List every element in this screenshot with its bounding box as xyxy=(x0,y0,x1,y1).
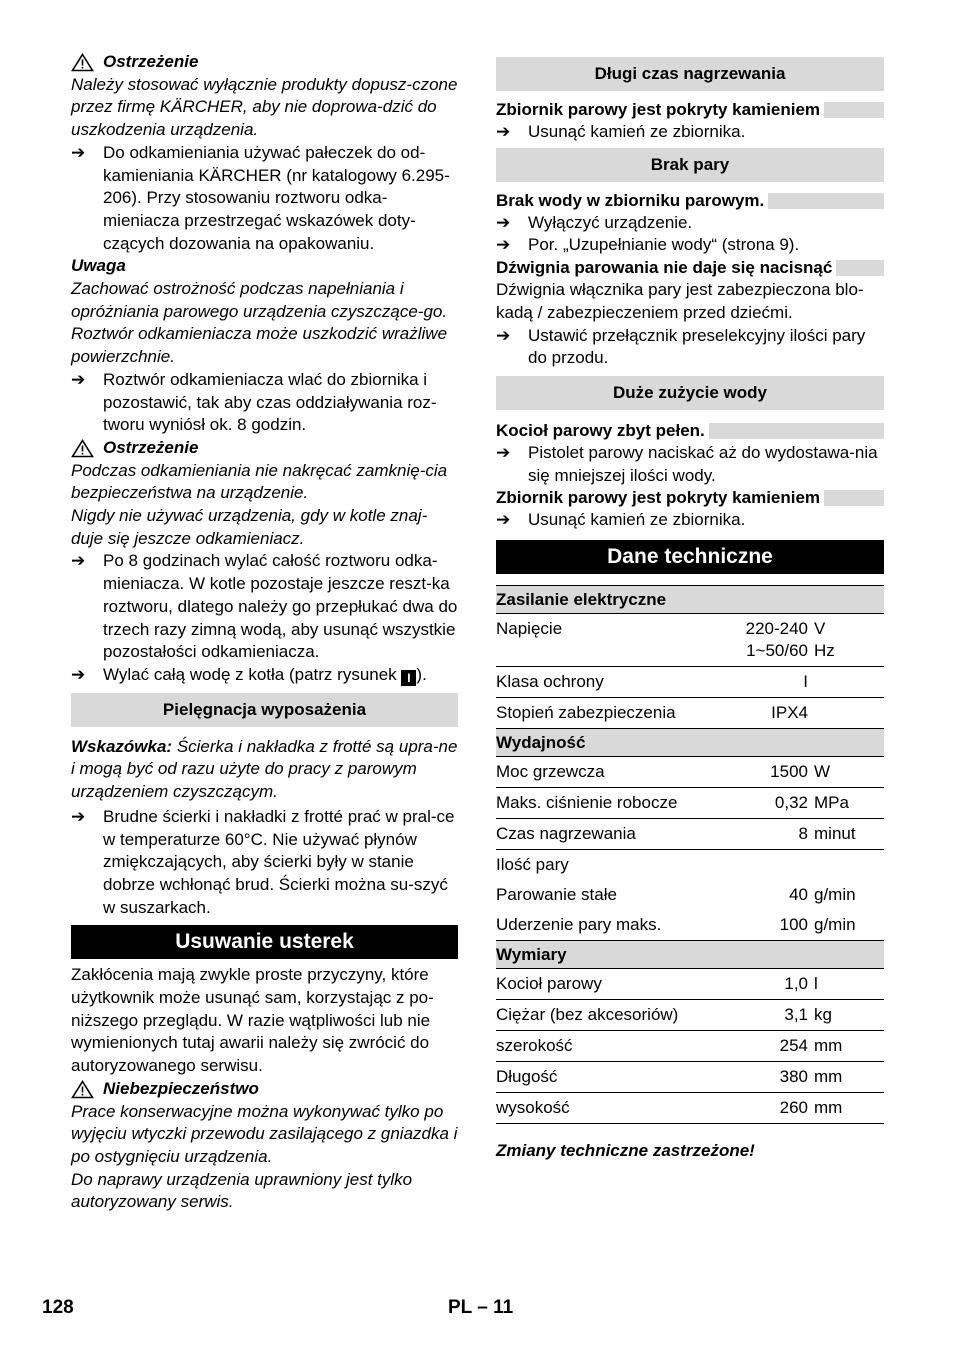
arrow-right-icon: ➔ xyxy=(71,142,86,162)
table-group-row: Zasilanie elektryczne xyxy=(496,586,884,614)
table-row: Czas nagrzewania 8 minut xyxy=(496,819,884,850)
cause-heading: Brak wody w zbiorniku parowym. xyxy=(496,190,884,212)
arrow-right-icon: ➔ xyxy=(496,122,511,141)
table-row: Uderzenie pary maks. 100 g/min xyxy=(496,910,884,941)
instruction-step: ➔ Po 8 godzinach wylać całość roztworu odka-mieniacza. W kotle pozostaje jeszcze reszt-ka roztworu, dlatego należy go przepłukać dwa do trzech razy zimną wodą, aby usunąć wszystkie pozostałości odkamieniacza. xyxy=(71,550,458,664)
cause-heading: Dźwignia parowania nie daje się nacisnąć xyxy=(496,257,884,279)
page-number: 128 xyxy=(42,1297,74,1318)
table-row: Klasa ochrony I xyxy=(496,667,884,698)
instruction-step: ➔ Por. „Uzupełnianie wody“ (strona 9). xyxy=(496,234,884,257)
hint-text: Wskazówka: Ścierka i nakładka z frotté są upra-ne i mogą być od razu użyte do pracy z parowym urządzeniem czyszczącym. xyxy=(71,736,458,802)
table-row: Parowanie stałe 40 g/min xyxy=(496,885,856,905)
arrow-right-icon: ➔ xyxy=(71,664,86,684)
instruction-step: ➔ Usunąć kamień ze zbiornika. xyxy=(496,509,884,532)
table-row: szerokość 254 mm xyxy=(496,1031,884,1062)
warning-triangle-icon xyxy=(71,439,94,458)
cause-heading: Zbiornik parowy jest pokryty kamieniem xyxy=(496,99,884,121)
instruction-step: ➔ Usunąć kamień ze zbiornika. xyxy=(496,121,884,144)
arrow-right-icon: ➔ xyxy=(496,325,511,345)
paragraph: Zakłócenia mają zwykle proste przyczyny, które użytkownik może usunąć sam, korzystając z po-niższego przeglądu. W razie wątpliwości lub nie wymienionych tutaj awarii należy się zwrócić do autoryzowanego serwisu. xyxy=(71,965,434,1076)
warning-text: Podczas odkamieniania nie nakręcać zamknię-cia bezpieczeństwa na urządzenie. xyxy=(71,460,448,503)
figure-reference: I xyxy=(401,670,416,686)
arrow-right-icon: ➔ xyxy=(71,369,86,389)
arrow-right-icon: ➔ xyxy=(496,212,511,232)
instruction-step: ➔ Pistolet parowy naciskać aż do wydostawa-nia się mniejszej ilości wody. xyxy=(496,442,884,487)
instruction-step: ➔ Ustawić przełącznik preselekcyjny ilości pary do przodu. xyxy=(496,325,884,370)
table-row: Moc grzewcza 1500 W xyxy=(496,757,884,788)
warning-label: Ostrzeżenie xyxy=(71,51,458,74)
instruction-step: ➔ Roztwór odkamieniacza wlać do zbiornika i pozostawić, tak aby czas oddziaływania roz-tworu wyniósł ok. 8 godzin. xyxy=(71,369,458,437)
note-text: Zachować ostrożność podczas napełniania i opróżniania parowego urządzenia czyszczące-go. Roztwór odkamieniacza może uszkodzić wrażliwe powierzchnie. xyxy=(71,279,448,367)
page-label: PL – 11 xyxy=(448,1297,514,1318)
arrow-right-icon: ➔ xyxy=(496,235,511,255)
instruction-step: ➔ Wyłączyć urządzenie. xyxy=(496,212,884,235)
table-group-row: Wydajność xyxy=(496,729,884,757)
instruction-step: ➔ Wylać całą wodę z kotła (patrz rysunek I ). xyxy=(71,664,427,685)
arrow-right-icon: ➔ xyxy=(71,551,86,571)
table-row: Ilość pary xyxy=(496,855,569,875)
warning-triangle-icon xyxy=(71,53,94,72)
danger-text: Do naprawy urządzenia uprawniony jest tylko autoryzowany serwis. xyxy=(71,1169,413,1212)
table-group-row: Wymiary xyxy=(496,941,884,969)
left-column xyxy=(71,51,458,1214)
section-heading: Długi czas nagrzewania xyxy=(496,57,884,91)
cause-heading: Kocioł parowy zbyt pełen. xyxy=(496,420,884,442)
section-heading: Pielęgnacja wyposażenia xyxy=(71,693,458,727)
table-row: Długość 380 mm xyxy=(496,1062,884,1093)
section-heading: Brak pary xyxy=(496,148,884,182)
note-label: Uwaga xyxy=(71,256,126,276)
warning-label: Ostrzeżenie xyxy=(71,437,458,460)
section-heading: Duże zużycie wody xyxy=(496,376,884,410)
table-row: Maks. ciśnienie robocze 0,32 MPa xyxy=(496,788,884,819)
arrow-right-icon: ➔ xyxy=(496,442,511,462)
warning-triangle-icon xyxy=(71,1080,94,1099)
chapter-heading: Dane techniczne xyxy=(496,540,884,574)
table-row: Kocioł parowy 1,0 l xyxy=(496,969,884,1000)
changes-note: Zmiany techniczne zastrzeżone! xyxy=(496,1141,755,1161)
table-row: Stopień zabezpieczenia IPX4 xyxy=(496,698,884,729)
paragraph: Dźwignia włącznika pary jest zabezpieczona blo-kadą / zabezpieczeniem przed dziećmi. xyxy=(496,280,864,322)
instruction-step: ➔ Do odkamieniania używać pałeczek do od-kamieniania KÄRCHER (nr katalogowy 6.295-206). Przy stosowaniu roztworu odka-mieniacza przestrzegać wskazówek doty-czących dozowania na opakowaniu. xyxy=(71,142,458,256)
danger-text: Prace konserwacyjne można wykonywać tylko po wyjęciu wtyczki przewodu zasilającego z gniazdka i po ostygnięciu urządzenia. xyxy=(71,1101,458,1166)
arrow-right-icon: ➔ xyxy=(71,806,86,826)
table-row: Napięcie 220-240 V xyxy=(496,619,826,639)
tech-data-table xyxy=(496,585,884,1124)
table-row: Ciężar (bez akcesoriów) 3,1 kg xyxy=(496,1000,884,1031)
cause-heading: Zbiornik parowy jest pokryty kamieniem xyxy=(496,487,884,509)
table-row: wysokość 260 mm xyxy=(496,1093,884,1124)
chapter-heading: Usuwanie usterek xyxy=(71,925,458,959)
arrow-right-icon: ➔ xyxy=(496,510,511,530)
table-row: 1~50/60 Hz xyxy=(496,640,884,667)
right-column xyxy=(496,57,884,1163)
instruction-step: ➔ Brudne ścierki i nakładki z frotté prać w pral-ce w temperaturze 60°C. Nie używać płynów zmiękczających, aby ścierki były w stanie dobrze wchłonąć brud. Ścierki można su-szyć w suszarkach. xyxy=(71,806,458,920)
danger-label: Niebezpieczeństwo xyxy=(71,1078,458,1101)
warning-text: Należy stosować wyłącznie produkty dopusz-czone przez firmę KÄRCHER, aby nie doprowa-dzić do uszkodzenia urządzenia. xyxy=(71,74,458,140)
warning-text: Nigdy nie używać urządzenia, gdy w kotle znaj-duje się jeszcze odkamieniacz. xyxy=(71,506,428,548)
